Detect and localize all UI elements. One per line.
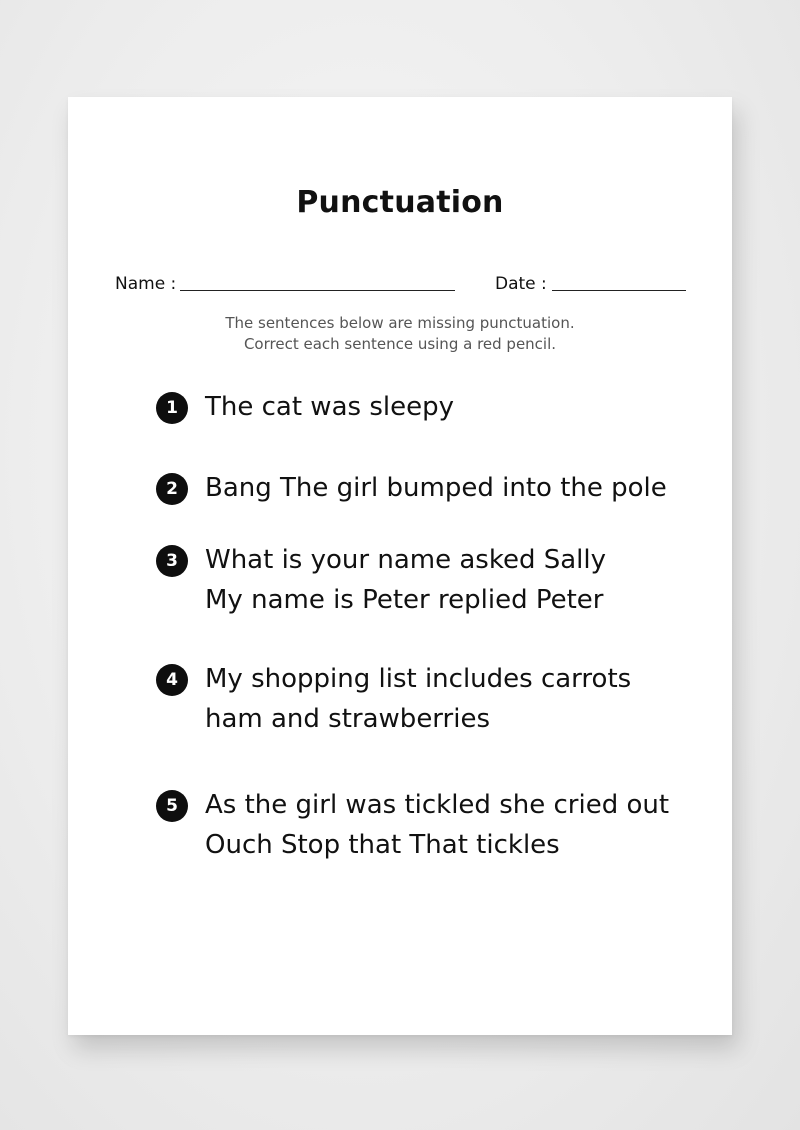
number-badge: 3 (156, 545, 188, 577)
sentence-line: My name is Peter replied Peter (205, 585, 604, 615)
name-field-line[interactable] (180, 290, 455, 291)
number-badge: 2 (156, 473, 188, 505)
sentence-line: ham and strawberries (205, 704, 490, 734)
sentence (205, 387, 454, 427)
number-badge: 1 (156, 392, 188, 424)
worksheet-title: Punctuation (296, 185, 504, 220)
sentence (205, 659, 631, 739)
sentence-line: My shopping list includes carrots (205, 664, 632, 694)
date-label: Date : (495, 274, 547, 294)
sentence (205, 785, 669, 865)
date-field-line[interactable] (552, 290, 686, 291)
instruction-line: Correct each sentence using a red pencil. (243, 335, 557, 353)
number-badge: 4 (156, 664, 188, 696)
worksheet-page (68, 97, 732, 1035)
name-label: Name : (115, 274, 177, 294)
sentence-line: As the girl was tickled she cried out (205, 790, 670, 820)
instruction-line: The sentences below are missing punctuation. (225, 314, 575, 332)
instructions (68, 313, 732, 355)
sentence-line: Ouch Stop that That tickles (205, 830, 560, 860)
sentence (205, 540, 606, 620)
number-badge: 5 (156, 790, 188, 822)
sentence (205, 468, 667, 508)
sentence-line: Bang The girl bumped into the pole (205, 473, 667, 503)
sentence-line: The cat was sleepy (205, 392, 454, 422)
sentence-line: What is your name asked Sally (205, 545, 606, 575)
